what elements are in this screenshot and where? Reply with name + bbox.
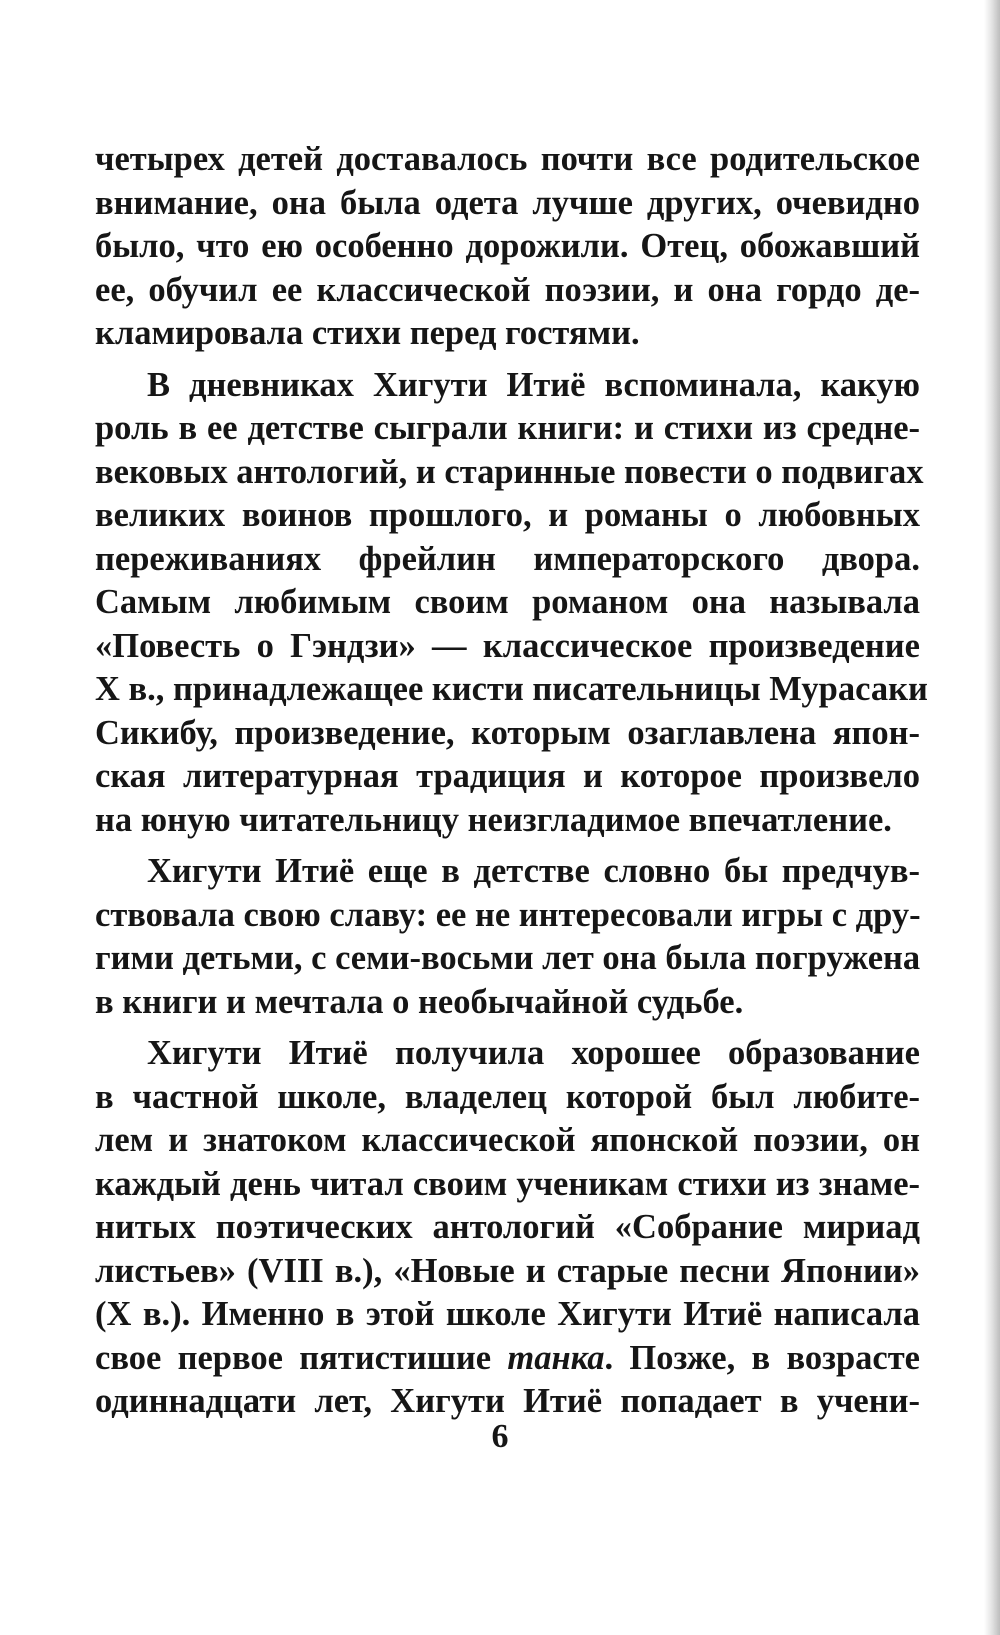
text-line: внимание, она была одета лучше других, очевидно — [95, 183, 920, 222]
text-line: ее, обучил ее классической поэзии, и она гордо де- — [95, 270, 920, 309]
text-line: лем и знатоком классической японской поэзии, он — [95, 1121, 920, 1159]
text-line: было, что ею особенно дорожили. Отец, обожавший — [95, 227, 920, 265]
text-line: X в., принадлежащее кисти писательницы Мурасаки — [95, 670, 928, 708]
text-line: нитых поэтических антологий «Собрание мириад — [95, 1208, 920, 1246]
text-line: кламировала стихи перед гостями. — [95, 314, 640, 352]
text-line: (X в.). Именно в этой школе Хигути Итиё написала — [95, 1295, 920, 1333]
text-line: Хигути Итиё еще в детстве словно бы предчув- — [147, 852, 920, 890]
text-line: листьев» (VIII в.), «Новые и старые песни Японии» — [95, 1251, 920, 1290]
text-line: «Повесть о Гэндзи» — классическое произведение — [95, 626, 920, 665]
text-line: переживаниях фрейлин императорского двора. — [95, 539, 920, 578]
body-text — [95, 138, 928, 1424]
text-line: Самым любимым своим романом она называла — [95, 583, 920, 621]
text-fragment: . Позже, в возрасте — [604, 1338, 920, 1377]
text-line: ская литературная традиция и которое произвело — [95, 757, 920, 795]
text-line: одиннадцати лет, Хигути Итиё попадает в учени- — [95, 1382, 920, 1420]
text-line: Сикибу, произведение, которым озаглавлена япон- — [95, 713, 920, 752]
text-line: Хигути Итиё получила хорошее образование — [147, 1034, 920, 1072]
text-line: В дневниках Хигути Итиё вспоминала, какую — [147, 365, 920, 404]
text-line: гими детьми, с семи-восьми лет она была погружена — [95, 939, 921, 977]
text-line: роль в ее детстве сыграли книги: и стихи из средне- — [95, 409, 920, 447]
italic-term: танка — [507, 1338, 605, 1377]
text-line: в частной школе, владелец которой был любите- — [95, 1077, 920, 1116]
text-fragment: свое первое пятистишие — [95, 1338, 492, 1377]
text-line: каждый день читал своим ученикам стихи из знаме- — [95, 1164, 920, 1203]
page-number: 6 — [491, 1418, 509, 1455]
text-line: великих воинов прошлого, и романы о любовных — [95, 496, 920, 534]
text-line: в книги и мечтала о необычайной судьбе. — [95, 982, 744, 1021]
text-line: четырех детей доставалось почти все родительское — [95, 140, 920, 178]
page-edge-shadow — [984, 0, 1000, 1635]
text-line-with-italic — [95, 1337, 920, 1381]
text-line: ствовала свою славу: ее не интересовали игры с дру- — [95, 895, 921, 934]
text-line: вековых антологий, и старинные повести о подвигах — [95, 452, 924, 491]
text-line: на юную читательницу неизгладимое впечатление. — [95, 800, 892, 839]
